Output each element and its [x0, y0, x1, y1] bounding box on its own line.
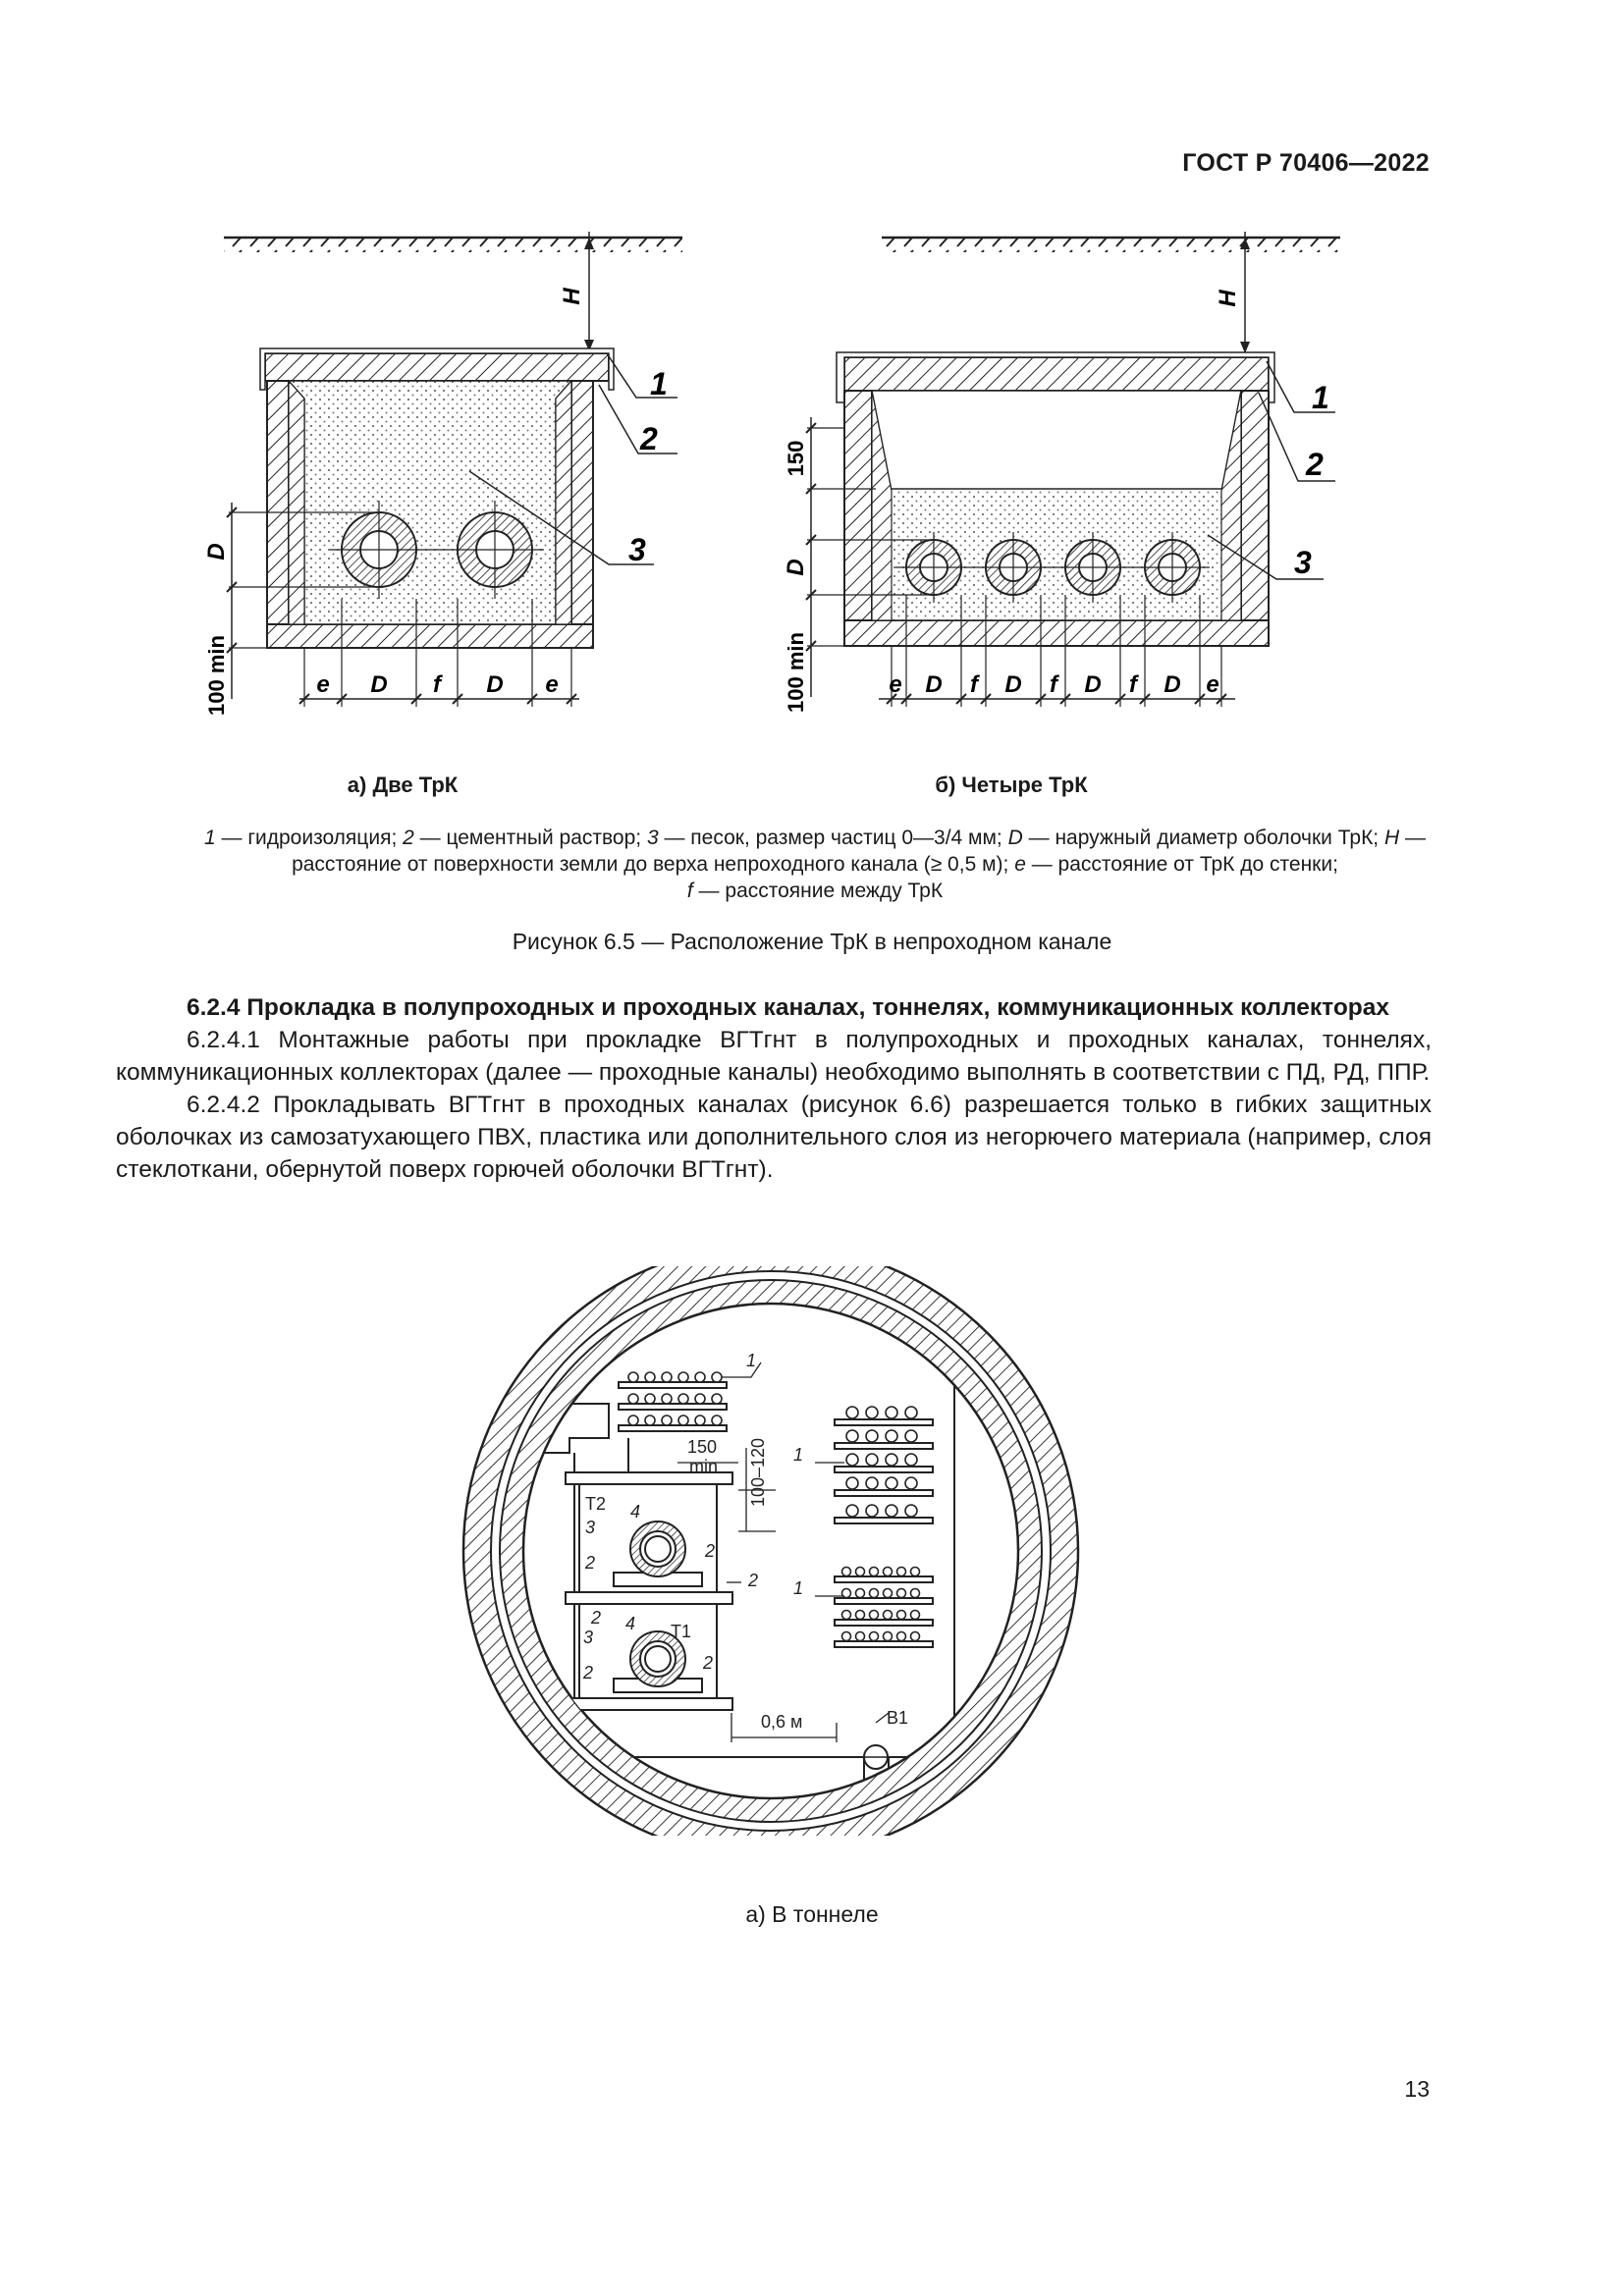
dim-D-b: D	[783, 559, 809, 576]
dim-b-7: D	[1164, 671, 1181, 698]
dim-b-6: f	[1129, 671, 1137, 698]
dim-100min-a: 100 min	[204, 635, 229, 716]
dim-150-b: 150	[784, 440, 808, 477]
figure-6-6-drawing	[0, 1266, 1624, 1836]
dim-b-4: f	[1050, 671, 1057, 698]
figure-legend: 1 — гидроизоляция; 2 — цементный раствор; 3 — песок, размер частиц 0—3/4 мм; D — наружный диаметр оболочки ТрК; H — расстояние от поверхности земли до верха непроходного канала (≥ 0,5 м); е — расстояние от ТрК до стенки; f — расстояние между ТрК	[203, 827, 1426, 902]
dim-H-b: H	[1215, 290, 1241, 307]
label-2d: 2	[591, 1608, 602, 1628]
diagram-a	[203, 232, 682, 716]
label-c1a: 1	[746, 1351, 757, 1370]
sublabel-b: б) Четыре ТрК	[935, 773, 1088, 797]
label-2e: 2	[583, 1663, 594, 1682]
dim-b-5: D	[1084, 671, 1102, 698]
label-3b: 3	[583, 1628, 594, 1647]
paragraph-6-2-4-2: 6.2.4.2 Прокладывать ВГТгнт в проходных каналах (рисунок 6.6) разрешается только в гибких защитных оболочках из самозатухающего ПВХ, пластика или дополнительного слоя из негорючего материала (например, слоя стеклоткани, обернутой поверх горючей оболочки ВГТгнт).	[116, 1092, 1432, 1183]
callout-2-a: 2	[640, 421, 658, 456]
figure-6-5-drawing	[0, 0, 1624, 766]
label-2a: 2	[585, 1553, 596, 1573]
paragraph-6-2-4-1: 6.2.4.1 Монтажные работы при прокладке ВГТгнт в полупроходных и проходных каналах, тоннелях, коммуникационных коллекторах (далее — проходные каналы) необходимо выполнять в соответствии с ПД, РД, ППР.	[116, 1027, 1432, 1086]
callout-1-a: 1	[650, 366, 668, 401]
figure-6-6-sublabel: а) В тоннеле	[745, 1901, 879, 1927]
dim-a-3: D	[486, 671, 504, 698]
label-c1b: 1	[793, 1445, 804, 1465]
callout-3-a: 3	[628, 532, 646, 567]
figure-caption: Рисунок 6.5 — Расположение ТрК в непроходном канале	[512, 929, 1112, 954]
label-150: 150	[687, 1437, 718, 1457]
dim-a-4: e	[545, 671, 559, 698]
label-100-120: 100–120	[748, 1437, 768, 1508]
page-number: 13	[1404, 2076, 1430, 2102]
dim-D-a: D	[203, 543, 230, 561]
label-2f: 2	[703, 1653, 714, 1673]
section-text	[116, 991, 1432, 1186]
label-c1c: 1	[793, 1578, 804, 1598]
label-4a: 4	[630, 1502, 641, 1522]
dim-a-1: D	[370, 671, 388, 698]
dim-b-2: f	[970, 671, 978, 698]
dim-H-a: H	[559, 288, 585, 305]
section-heading: 6.2.4 Прокладка в полупроходных и проходных каналах, тоннелях, коммуникационных коллекторах	[187, 994, 1390, 1021]
callout-2-b: 2	[1306, 447, 1324, 482]
dim-100min-b: 100 min	[784, 632, 808, 713]
dim-b-3: D	[1004, 671, 1022, 698]
standard-header: ГОСТ Р 70406—2022	[1182, 149, 1430, 177]
label-2b: 2	[705, 1541, 716, 1561]
callout-3-b: 3	[1294, 545, 1312, 580]
callout-1-b: 1	[1312, 380, 1329, 415]
label-2c: 2	[748, 1571, 759, 1590]
label-T2: Т2	[585, 1494, 607, 1514]
dim-b-8: e	[1206, 671, 1219, 698]
label-T1: Т1	[671, 1622, 692, 1641]
label-B1: В1	[887, 1708, 909, 1728]
dim-b-0: e	[889, 671, 902, 698]
label-3a: 3	[585, 1518, 596, 1537]
sublabel-a: а) Две ТрК	[347, 773, 459, 797]
label-min: min	[689, 1457, 719, 1476]
dim-a-0: e	[316, 671, 330, 698]
label-0-6m: 0,6 м	[761, 1712, 803, 1732]
label-4b: 4	[625, 1614, 636, 1633]
diagram-b	[783, 232, 1340, 713]
dim-b-1: D	[925, 671, 943, 698]
dim-a-2: f	[433, 671, 441, 698]
